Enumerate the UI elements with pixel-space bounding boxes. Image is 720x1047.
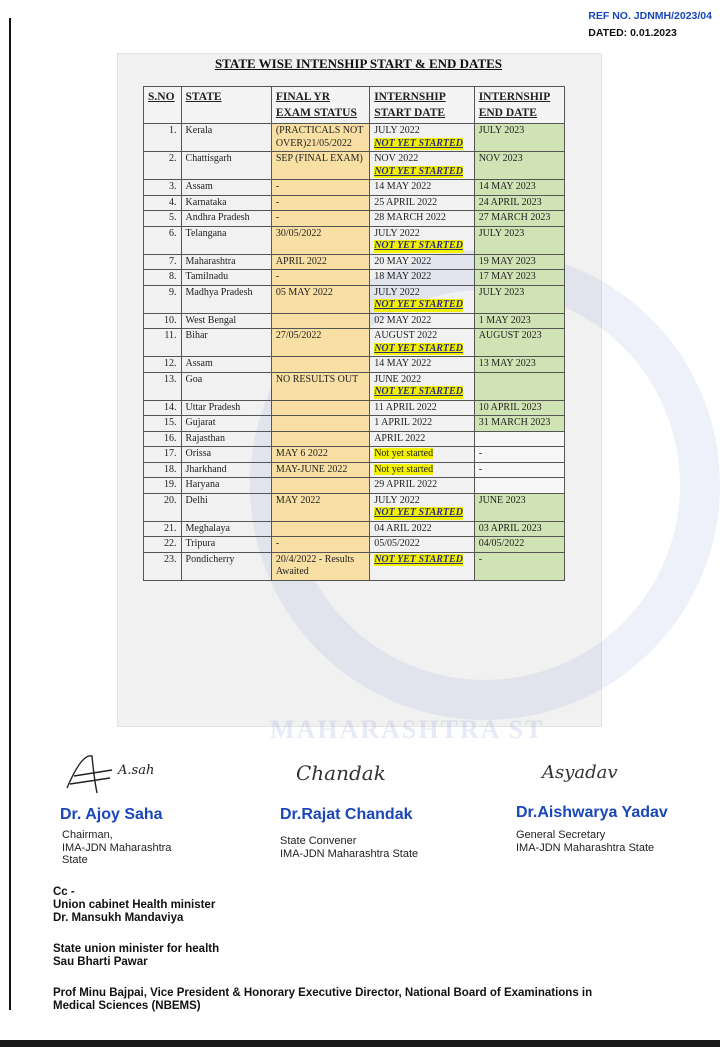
col-header-state: STATE: [181, 87, 271, 124]
bottom-border: [0, 1040, 720, 1047]
cell-sno-text: 17.: [164, 448, 177, 459]
table-row: [144, 124, 565, 152]
table-row: [144, 416, 565, 432]
cell-sno: [144, 211, 182, 227]
not-yet-started-note: NOT YET STARTED: [374, 137, 463, 149]
cc-line: Union cabinet Health minister: [53, 899, 216, 911]
internship-dates-table: [143, 86, 565, 581]
table-row: [144, 493, 565, 521]
cell-start: [370, 447, 474, 463]
cell-state: [181, 537, 271, 553]
cell-exam-text: 27/05/2022: [275, 330, 322, 341]
cell-state-text: Meghalaya: [185, 522, 230, 534]
cell-exam-text: -: [275, 181, 280, 192]
cell-state-text: Orissa: [185, 448, 212, 459]
cell-exam: [271, 462, 369, 478]
cell-end: [474, 195, 564, 211]
signatory-role-2: [280, 835, 418, 860]
table-row: [144, 211, 565, 227]
cell-sno-text: 8.: [169, 271, 177, 282]
cell-state-text: Rajasthan: [185, 432, 225, 444]
cell-state: [181, 270, 271, 286]
cell-sno: [144, 552, 182, 580]
cell-end: [474, 313, 564, 329]
cell-start: [370, 521, 474, 537]
cell-start: [370, 400, 474, 416]
cc-block-2: [53, 943, 219, 969]
col-header-sno: S.NO: [144, 87, 182, 124]
signatory-role-1: [62, 829, 171, 867]
cell-end: [474, 400, 564, 416]
cell-state-text: Uttar Pradesh: [185, 401, 241, 413]
role-line: General Secretary: [516, 829, 606, 841]
table-row: [144, 313, 565, 329]
cell-state: [181, 254, 271, 270]
cell-end-text: JULY 2023: [478, 227, 525, 239]
table-row: [144, 195, 565, 211]
cell-exam: [271, 372, 369, 400]
cell-end: [474, 372, 564, 400]
cell-start: [370, 211, 474, 227]
cell-sno: [144, 270, 182, 286]
cell-sno: [144, 400, 182, 416]
cell-start-text: 02 MAY 2022: [374, 314, 432, 326]
cell-state: [181, 357, 271, 373]
cell-end-text: 19 MAY 2023: [478, 255, 536, 267]
cell-start-text: 14 MAY 2022: [374, 181, 432, 192]
cell-state: [181, 478, 271, 494]
cell-end: [474, 285, 564, 313]
cell-start: [370, 124, 474, 152]
cell-end-text: JUNE 2023: [478, 494, 526, 506]
cell-state: [181, 152, 271, 180]
cell-start-text: 05/05/2022: [374, 538, 420, 549]
not-yet-started-note: NOT YET STARTED: [374, 386, 463, 397]
cell-exam: [271, 537, 369, 553]
cell-exam: [271, 211, 369, 227]
cell-state: [181, 329, 271, 357]
signatory-name-3: Dr.Aishwarya Yadav: [516, 804, 668, 821]
cell-start: [370, 329, 474, 357]
cell-sno-text: 2.: [169, 153, 177, 164]
cell-start: [370, 478, 474, 494]
cell-sno-text: 15.: [164, 417, 177, 428]
cell-state-text: Bihar: [185, 330, 208, 341]
cell-start: [370, 552, 474, 580]
cell-sno-text: 16.: [164, 432, 177, 444]
signature-chandak: [290, 752, 440, 792]
cell-state-text: Goa: [185, 373, 203, 385]
cell-sno: [144, 493, 182, 521]
cell-exam: [271, 313, 369, 329]
cell-sno-text: 18.: [164, 463, 177, 475]
cell-sno-text: 11.: [164, 330, 177, 341]
signature-yadav: [538, 752, 658, 792]
table-row: [144, 537, 565, 553]
cell-end-text: 04/05/2022: [478, 538, 525, 549]
table-row: [144, 552, 565, 580]
cell-state: [181, 552, 271, 580]
cell-start-text: AUGUST 2022: [374, 330, 438, 341]
cell-end: [474, 478, 564, 494]
cell-sno: [144, 431, 182, 447]
watermark-text: MAHARASHTRA ST: [270, 715, 545, 744]
cell-exam: [271, 357, 369, 373]
cell-exam: [271, 226, 369, 254]
cell-end: [474, 254, 564, 270]
cell-state-text: Madhya Pradesh: [185, 286, 253, 298]
signature-saha-icon: [62, 748, 172, 798]
cell-start: [370, 270, 474, 286]
cell-exam: [271, 254, 369, 270]
cell-state: [181, 124, 271, 152]
cell-start: [370, 152, 474, 180]
signatory-role-3: [516, 829, 654, 854]
cell-state-text: Tripura: [185, 538, 216, 549]
table-row: [144, 447, 565, 463]
not-yet-started-note: NOT YET STARTED: [374, 553, 463, 565]
cell-exam-text: -: [275, 212, 280, 223]
not-yet-started-note: NOT YET STARTED: [374, 342, 463, 354]
cell-sno: [144, 180, 182, 196]
cell-state: [181, 226, 271, 254]
reference-block: [588, 8, 712, 42]
cell-state: [181, 431, 271, 447]
cell-state: [181, 447, 271, 463]
signatory-name-2: Dr.Rajat Chandak: [280, 806, 413, 823]
cell-exam-text: (PRACTICALS NOT OVER)21/05/2022: [275, 125, 364, 149]
not-yet-started-note: NOT YET STARTED: [374, 507, 463, 518]
cell-exam: [271, 180, 369, 196]
cell-start: [370, 372, 474, 400]
cell-end: [474, 211, 564, 227]
cell-end: [474, 270, 564, 286]
cell-end-text: AUGUST 2023: [478, 330, 542, 341]
cell-end-text: 03 APRIL 2023: [478, 522, 542, 534]
cell-exam: [271, 195, 369, 211]
cell-state: [181, 521, 271, 537]
table-title: STATE WISE INTENSHIP START & END DATES: [214, 56, 503, 71]
cell-exam: [271, 270, 369, 286]
cell-start-text: APRIL 2022: [374, 432, 426, 444]
cell-end: [474, 521, 564, 537]
cc-block-3: [53, 987, 592, 1013]
cell-end-text: NOV 2023: [478, 153, 523, 164]
cell-state: [181, 462, 271, 478]
table-row: [144, 329, 565, 357]
cell-start-text: 18 MAY 2022: [374, 271, 432, 282]
cell-start-text: 04 ARIL 2022: [374, 522, 432, 534]
cell-exam: [271, 431, 369, 447]
table-row: [144, 357, 565, 373]
cell-end: [474, 416, 564, 432]
table-row: [144, 400, 565, 416]
cell-start-text: 1 APRIL 2022: [374, 417, 433, 428]
cell-start-text: JUNE 2022: [374, 373, 422, 385]
cell-start-text: JULY 2022: [374, 286, 420, 298]
cell-exam-text: 05 MAY 2022: [275, 286, 333, 298]
cell-exam: [271, 400, 369, 416]
col-header-exam: FINAL YR EXAM STATUS: [271, 87, 369, 124]
cc-line: Prof Minu Bajpai, Vice President & Honorary Executive Director, National Board of Examinations in: [53, 987, 593, 999]
cell-start: [370, 226, 474, 254]
cc-line: Medical Sciences (NBEMS): [53, 1000, 201, 1012]
cell-end-text: -: [478, 448, 483, 459]
cell-sno-text: 3.: [169, 181, 177, 192]
cell-state-text: Haryana: [185, 479, 220, 490]
cell-exam-text: SEP (FINAL EXAM): [275, 153, 363, 164]
cell-end: [474, 357, 564, 373]
cell-state-text: Jharkhand: [185, 463, 227, 475]
cell-exam: [271, 478, 369, 494]
cell-exam: [271, 329, 369, 357]
cell-sno: [144, 462, 182, 478]
cell-state: [181, 285, 271, 313]
role-line: IMA-JDN Maharashtra: [62, 841, 172, 854]
table-row: [144, 254, 565, 270]
cell-state-text: Andhra Pradesh: [185, 212, 250, 223]
cell-start-text: JULY 2022: [374, 494, 420, 506]
cell-sno-text: 4.: [169, 196, 177, 208]
table-row: [144, 372, 565, 400]
role-line: IMA-JDN Maharashtra State: [516, 841, 655, 854]
cell-state-text: Assam: [185, 358, 213, 369]
cell-start: [370, 416, 474, 432]
cell-start: [370, 313, 474, 329]
cell-end-text: 27 MARCH 2023: [478, 212, 551, 223]
cell-sno-text: 1.: [169, 125, 177, 136]
cell-end-text: JULY 2023: [478, 286, 525, 298]
cell-state: [181, 416, 271, 432]
cell-start: [370, 254, 474, 270]
cell-state-text: Karnataka: [185, 196, 227, 208]
cell-end-text: 17 MAY 2023: [478, 271, 536, 282]
role-line: State Convener: [280, 835, 357, 847]
cell-exam-text: MAY-JUNE 2022: [275, 463, 348, 475]
cell-start-text: NOV 2022: [374, 153, 419, 164]
cell-sno-text: 13.: [164, 373, 177, 385]
cell-end: [474, 431, 564, 447]
cell-state-text: Assam: [185, 181, 213, 192]
cell-sno: [144, 329, 182, 357]
table-header-row: [144, 87, 565, 124]
cell-end: [474, 447, 564, 463]
cell-start-text: Not yet started: [374, 448, 434, 459]
cell-sno-text: 19.: [164, 479, 177, 490]
signature-yadav-text: Asyadav: [542, 762, 618, 783]
cell-exam: [271, 285, 369, 313]
cell-state: [181, 372, 271, 400]
cell-state: [181, 180, 271, 196]
signature-saha-text: A.sah: [118, 763, 155, 778]
table-row: [144, 152, 565, 180]
table-row: [144, 462, 565, 478]
cell-sno-text: 6.: [169, 227, 177, 239]
cell-sno: [144, 226, 182, 254]
table-row: [144, 478, 565, 494]
document-date: DATED: 0.01.2023: [588, 26, 677, 39]
cell-state: [181, 195, 271, 211]
cell-exam-text: -: [275, 196, 280, 208]
cell-state-text: Chattisgarh: [185, 153, 232, 164]
table-row: [144, 285, 565, 313]
cell-end-text: -: [478, 553, 483, 565]
cell-end-text: 1 MAY 2023: [478, 314, 531, 326]
not-yet-started-note: NOT YET STARTED: [374, 299, 463, 310]
cell-sno: [144, 357, 182, 373]
cell-exam-text: -: [275, 271, 280, 282]
cell-end: [474, 180, 564, 196]
signature-chandak-text: Chandak: [296, 761, 386, 785]
cell-end-text: JULY 2023: [478, 125, 525, 136]
cell-sno: [144, 195, 182, 211]
reference-number: REF NO. JDNMH/2023/04: [588, 10, 712, 22]
cell-sno: [144, 313, 182, 329]
cell-exam: [271, 124, 369, 152]
cell-start: [370, 537, 474, 553]
cell-sno: [144, 152, 182, 180]
left-margin-rule: [9, 18, 11, 1010]
cell-start-text: 14 MAY 2022: [374, 358, 432, 369]
cell-state-text: Maharashtra: [185, 255, 236, 267]
cell-state-text: Tamilnadu: [185, 271, 229, 282]
col-header-start: INTERNSHIP START DATE: [370, 87, 474, 124]
cell-exam: [271, 493, 369, 521]
cell-state-text: West Bengal: [185, 314, 237, 326]
cell-sno-text: 14.: [164, 401, 177, 413]
table-row: [144, 180, 565, 196]
cell-sno: [144, 447, 182, 463]
cell-start-text: JULY 2022: [374, 227, 420, 239]
cell-exam: [271, 152, 369, 180]
cc-label: Cc -: [53, 886, 75, 898]
signature-saha: [62, 748, 172, 798]
cell-sno: [144, 537, 182, 553]
cell-sno: [144, 478, 182, 494]
cell-end: [474, 462, 564, 478]
cell-start: [370, 285, 474, 313]
cell-sno: [144, 285, 182, 313]
not-yet-started-note: NOT YET STARTED: [374, 165, 463, 177]
cell-state-text: Kerala: [185, 125, 213, 136]
cell-state: [181, 211, 271, 227]
table-row: [144, 226, 565, 254]
table-row: [144, 270, 565, 286]
cell-start-text: 20 MAY 2022: [374, 255, 432, 267]
cell-end-text: 24 APRIL 2023: [478, 196, 542, 208]
cell-sno: [144, 372, 182, 400]
cell-state-text: Pondicherry: [185, 553, 235, 565]
cell-state: [181, 313, 271, 329]
cell-sno: [144, 124, 182, 152]
cell-end-text: 10 APRIL 2023: [478, 401, 542, 413]
cell-start-text: 11 APRIL 2022: [374, 401, 437, 413]
role-line: State: [62, 854, 88, 866]
cc-line: Dr. Mansukh Mandaviya: [53, 912, 184, 924]
cc-line: Sau Bharti Pawar: [53, 956, 148, 968]
cell-start: [370, 431, 474, 447]
cell-sno: [144, 416, 182, 432]
cell-state: [181, 493, 271, 521]
cell-sno-text: 12.: [164, 358, 177, 369]
cc-line: State union minister for health: [53, 943, 220, 955]
cell-start-text: 29 APRIL 2022: [374, 479, 438, 490]
table-row: [144, 521, 565, 537]
cell-exam-text: 30/05/2022: [275, 227, 322, 239]
cell-start-text: JULY 2022: [374, 125, 420, 136]
cell-sno-text: 7.: [169, 255, 177, 267]
cell-exam: [271, 552, 369, 580]
cell-exam-text: APRIL 2022: [275, 255, 327, 267]
col-header-end: INTERNSHIP END DATE: [474, 87, 564, 124]
cell-sno-text: 10.: [164, 314, 177, 326]
cell-start: [370, 357, 474, 373]
cell-exam: [271, 416, 369, 432]
cell-start-text: 28 MARCH 2022: [374, 212, 446, 223]
cell-sno-text: 20.: [164, 494, 177, 506]
cell-sno-text: 22.: [164, 538, 177, 549]
cell-sno-text: 23.: [164, 553, 177, 565]
cell-exam: [271, 447, 369, 463]
cell-start: [370, 195, 474, 211]
cell-sno-text: 5.: [169, 212, 177, 223]
cell-exam-text: NO RESULTS OUT: [275, 373, 359, 385]
cell-end: [474, 329, 564, 357]
cell-end-text: 14 MAY 2023: [478, 181, 536, 192]
cell-end: [474, 493, 564, 521]
cell-state-text: Telangana: [185, 227, 227, 239]
cell-sno: [144, 521, 182, 537]
cell-sno-text: 21.: [164, 522, 177, 534]
cell-start-text: 25 APRIL 2022: [374, 196, 438, 208]
cell-exam-text: MAY 2022: [275, 494, 321, 506]
cell-start-text: Not yet started: [374, 463, 434, 475]
cell-sno-text: 9.: [169, 286, 177, 298]
cell-end-text: -: [478, 463, 483, 475]
cell-start: [370, 462, 474, 478]
cell-start: [370, 180, 474, 196]
cell-state-text: Delhi: [185, 494, 208, 506]
cell-end: [474, 552, 564, 580]
cell-end: [474, 226, 564, 254]
cell-end: [474, 152, 564, 180]
cell-start: [370, 493, 474, 521]
role-line: Chairman,: [62, 829, 113, 841]
cc-block-1: [53, 886, 215, 925]
table-row: [144, 431, 565, 447]
not-yet-started-note: NOT YET STARTED: [374, 240, 463, 251]
signatory-name-1: Dr. Ajoy Saha: [60, 806, 163, 823]
cell-exam-text: MAY 6 2022: [275, 448, 328, 459]
signature-yadav-icon: [538, 752, 658, 792]
cell-sno: [144, 254, 182, 270]
cell-end-text: 31 MARCH 2023: [478, 417, 551, 428]
cell-state: [181, 400, 271, 416]
signature-chandak-icon: [290, 752, 440, 792]
cell-end: [474, 124, 564, 152]
role-line: IMA-JDN Maharashtra State: [280, 847, 419, 860]
cell-end: [474, 537, 564, 553]
cell-exam-text: 20/4/2022 - Results Awaited: [275, 553, 355, 577]
cell-state-text: Gujarat: [185, 417, 216, 428]
cell-end-text: 13 MAY 2023: [478, 358, 536, 369]
cell-exam-text: -: [275, 538, 280, 549]
cell-exam: [271, 521, 369, 537]
